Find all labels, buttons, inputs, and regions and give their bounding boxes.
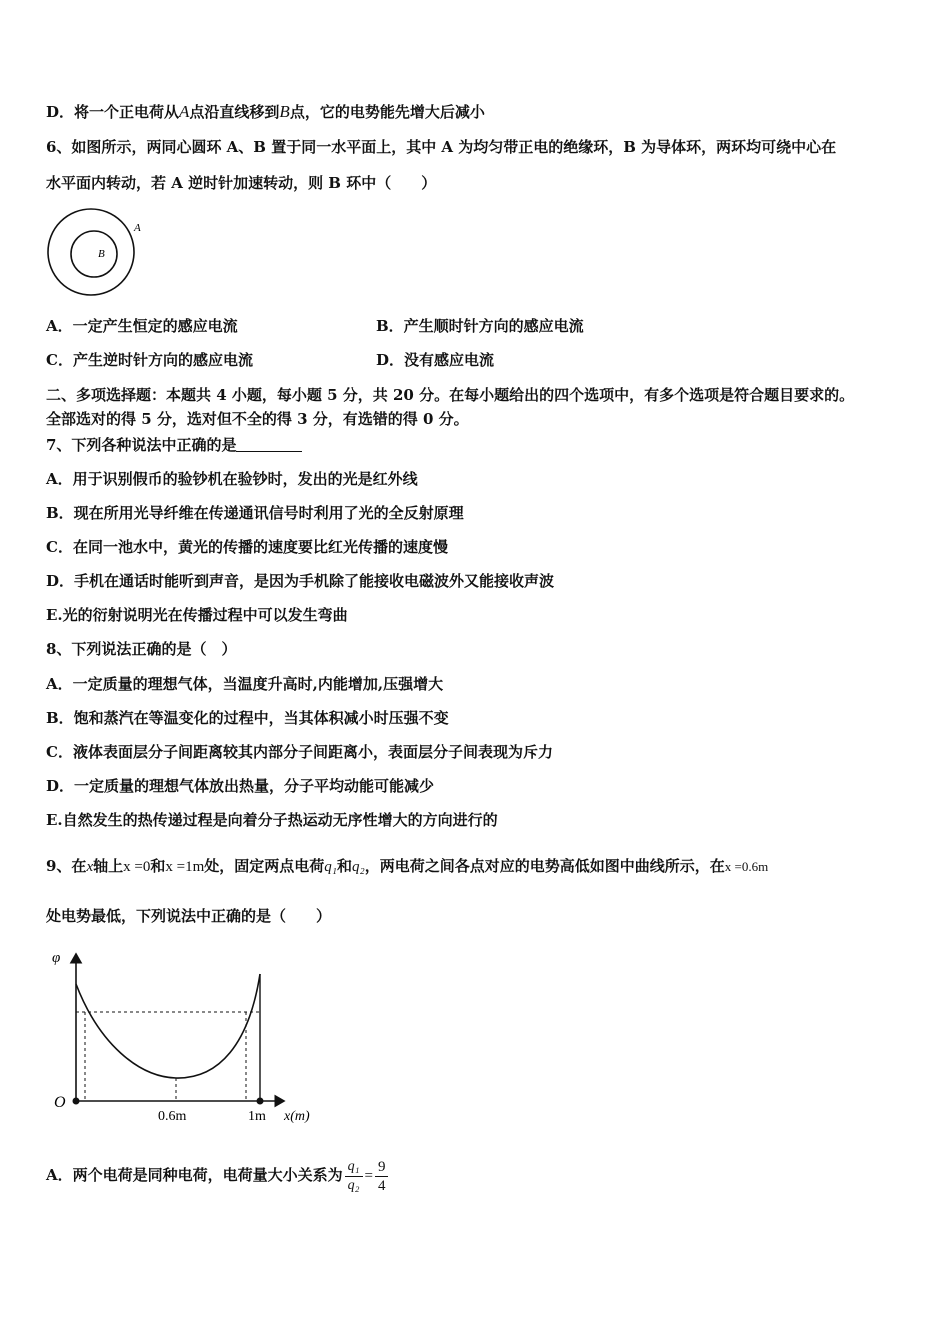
- q8-option-d: D．一定质量的理想气体放出热量，分子平均动能可能减少: [46, 777, 435, 795]
- origin-label: O: [54, 1094, 66, 1111]
- q7-option-a: A．用于识别假币的验钞机在验钞时，发出的光是红外线: [46, 470, 418, 488]
- ring-b: [71, 231, 117, 277]
- q7-option-d: D．手机在通话时能听到声音，是因为手机除了能接收电磁波外又能接收声波: [46, 572, 555, 590]
- var-q2: q₂: [352, 859, 365, 875]
- q7-stem-text: 7、下列各种说法中正确的是: [46, 436, 237, 454]
- q9-text-d: 处，固定两点电荷: [204, 857, 325, 875]
- q6-option-b: B．产生顺时针方向的感应电流: [376, 317, 584, 335]
- charge-q2-dot: [257, 1098, 264, 1105]
- q6-concentric-rings-figure: [44, 204, 148, 300]
- frac-num-9: 9: [375, 1158, 389, 1177]
- q5-optd-text-a: D．将一个正电荷从: [46, 103, 180, 121]
- q7-option-b: B．现在所用光导纤维在传递通讯信号时利用了光的全反射原理: [46, 504, 464, 522]
- x-axis-label: x(m): [284, 1109, 310, 1124]
- q9-opta-text: A．两个电荷是同种电荷，电荷量大小关系为: [46, 1166, 343, 1184]
- var-a: A: [179, 102, 190, 121]
- q8-stem: 8、下列说法正确的是（ ）: [46, 640, 237, 658]
- ring-a: [48, 209, 134, 295]
- answer-blank: [236, 437, 302, 452]
- equals-sign: =: [364, 1168, 373, 1184]
- frac-den-4: 4: [377, 1177, 386, 1194]
- q5-optd-text-c: 点，它的电势能先增大后减小: [289, 103, 485, 121]
- q9-text-f: ，两电荷之间各点对应的电势高低如图中曲线所示，在: [364, 857, 725, 875]
- fraction-q1-over-q2: [345, 1158, 363, 1195]
- q5-option-d: [46, 102, 485, 122]
- q8-option-b: B．饱和蒸汽在等温变化的过程中，当其体积减小时压强不变: [46, 709, 449, 727]
- tick-label-1m: 1m: [248, 1109, 266, 1124]
- q6-option-a: A．一定产生恒定的感应电流: [46, 317, 238, 335]
- var-q1: q₁: [324, 859, 337, 875]
- q6-option-c: C．产生逆时针方向的感应电流: [46, 351, 253, 369]
- pos-x0: x =0: [123, 859, 151, 875]
- frac-den-q2: q₂: [347, 1177, 360, 1193]
- q8-option-a: A．一定质量的理想气体，当温度升高时,内能增加,压强增大: [46, 675, 444, 693]
- q7-option-c: C．在同一池水中，黄光的传播的速度要比红光传播的速度慢: [46, 538, 448, 556]
- q7-option-e: E.光的衍射说明光在传播过程中可以发生弯曲: [46, 606, 348, 624]
- q5-optd-text-b: 点沿直线移到: [189, 103, 280, 121]
- pos-x06: x =0.6m: [724, 859, 769, 874]
- q9-option-a: [46, 1152, 390, 1198]
- var-b: B: [279, 102, 290, 121]
- potential-curve: [76, 974, 260, 1078]
- q9-stem-line2: 处电势最低，下列说法中正确的是（ ）: [46, 907, 332, 925]
- q9-potential-graph: [44, 944, 334, 1130]
- q6-stem-line1: 6、如图所示，两同心圆环 A、B 置于同一水平面上，其中 A 为均匀带正电的绝缘环，B 为导体环，两环均可绕中心在: [46, 138, 837, 156]
- q9-text-b: 轴上: [93, 857, 124, 875]
- section2-heading-line2: 全部选对的得 5 分，选对但不全的得 3 分，有选错的得 0 分。: [46, 410, 469, 428]
- ring-a-label: A: [134, 222, 141, 234]
- q6-stem-line2: 水平面内转动，若 A 逆时针加速转动，则 B 环中（ ）: [46, 174, 437, 192]
- frac-num-q1: q₁: [345, 1158, 363, 1177]
- tick-label-06m: 0.6m: [158, 1109, 187, 1124]
- q8-option-c: C．液体表面层分子间距离较其内部分子间距离小，表面层分子间表现为斥力: [46, 743, 553, 761]
- q9-stem-line1: [46, 856, 768, 877]
- ring-b-label: B: [98, 248, 105, 260]
- q8-option-e: E.自然发生的热传递过程是向着分子热运动无序性增大的方向进行的: [46, 811, 498, 829]
- var-x: x: [86, 859, 94, 875]
- q9-text-e: 和: [336, 857, 352, 875]
- y-axis-label: φ: [52, 950, 61, 966]
- pos-x1: x =1m: [165, 859, 205, 875]
- q9-text-a: 9、在: [46, 857, 87, 875]
- q7-stem: [46, 435, 302, 455]
- q6-option-d: D．没有感应电流: [376, 351, 495, 369]
- fraction-9-over-4: [375, 1158, 389, 1195]
- section2-heading-line1: 二、多项选择题：本题共 4 小题，每小题 5 分，共 20 分。在每小题给出的四个选项中，有多个选项是符合题目要求的。: [46, 386, 855, 404]
- charge-q1-dot: [73, 1098, 80, 1105]
- q9-text-c: 和: [150, 857, 166, 875]
